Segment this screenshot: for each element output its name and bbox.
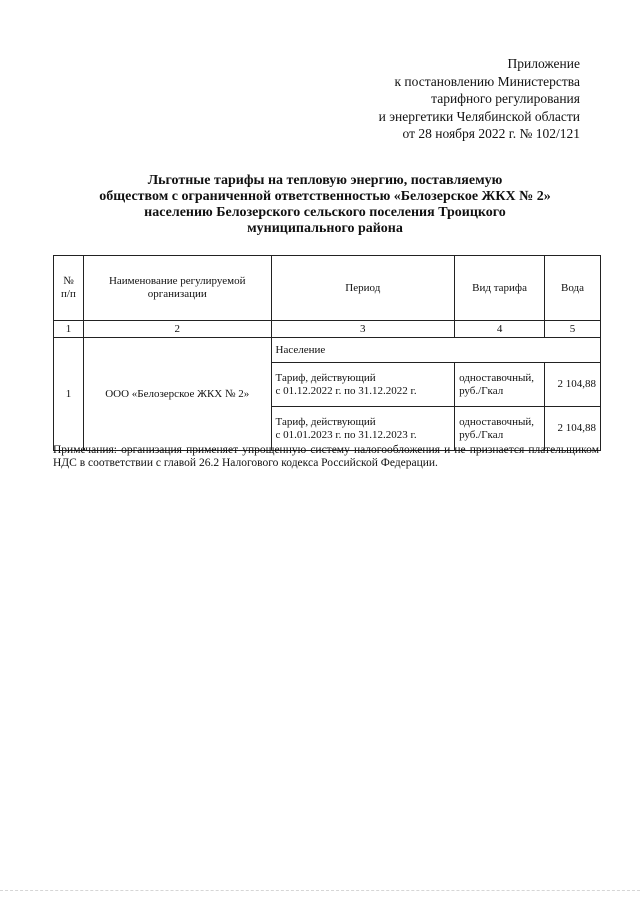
- appendix-line: и энергетики Челябинской области: [378, 108, 580, 124]
- header-period: Период: [271, 256, 455, 321]
- column-number-row: [54, 321, 601, 338]
- col-number: 2: [83, 321, 271, 338]
- water-value: 2 104,88: [545, 407, 601, 451]
- appendix-line: тарифного регулирования: [431, 91, 580, 106]
- group-label: Население: [271, 338, 600, 363]
- appendix-line: к постановлению Министерства: [394, 73, 580, 89]
- title-line: муниципального района: [247, 221, 403, 236]
- appendix-line: Приложение: [507, 56, 580, 71]
- col-number: 3: [271, 321, 455, 338]
- appendix-line: от 28 ноября 2022 г. № 102/121: [402, 126, 580, 141]
- header-tariff-type: Вид тарифа: [455, 256, 545, 321]
- col-number: 4: [455, 321, 545, 338]
- table-row: [54, 338, 601, 363]
- title-line: обществом с ограниченной ответственностью «Белозерское ЖКХ № 2»: [99, 189, 551, 204]
- col-number: 5: [545, 321, 601, 338]
- col-number: 1: [54, 321, 84, 338]
- title-line: Льготные тарифы на тепловую энергию, поставляемую: [147, 173, 503, 188]
- row-number: 1: [54, 338, 84, 451]
- header-num: № п/п: [54, 256, 84, 321]
- tariff-type-cell: одноставочный, руб./Гкал: [455, 407, 545, 451]
- header-org: Наименование регулируемой организации: [83, 256, 271, 321]
- period-cell: Тариф, действующий с 01.12.2022 г. по 31.12.2022 г.: [271, 363, 455, 407]
- scan-artifact-line: [0, 890, 640, 891]
- table-header-row: [54, 256, 601, 321]
- header-water: Вода: [545, 256, 601, 321]
- footnote: Примечания: организация применяет упрощенную систему налогообложения и не признается плательщиком НДС в соответствии с главой 26.2 Налогового кодекса Российской Федерации.: [53, 444, 599, 469]
- tariff-table: [53, 255, 601, 451]
- document-title: [50, 173, 600, 237]
- appendix-block: [330, 55, 580, 143]
- period-cell: Тариф, действующий с 01.01.2023 г. по 31.12.2023 г.: [271, 407, 455, 451]
- tariff-type-cell: одноставочный, руб./Гкал: [455, 363, 545, 407]
- water-value: 2 104,88: [545, 363, 601, 407]
- organization-name: ООО «Белозерское ЖКХ № 2»: [83, 338, 271, 451]
- title-line: населению Белозерского сельского поселения Троицкого: [144, 205, 506, 220]
